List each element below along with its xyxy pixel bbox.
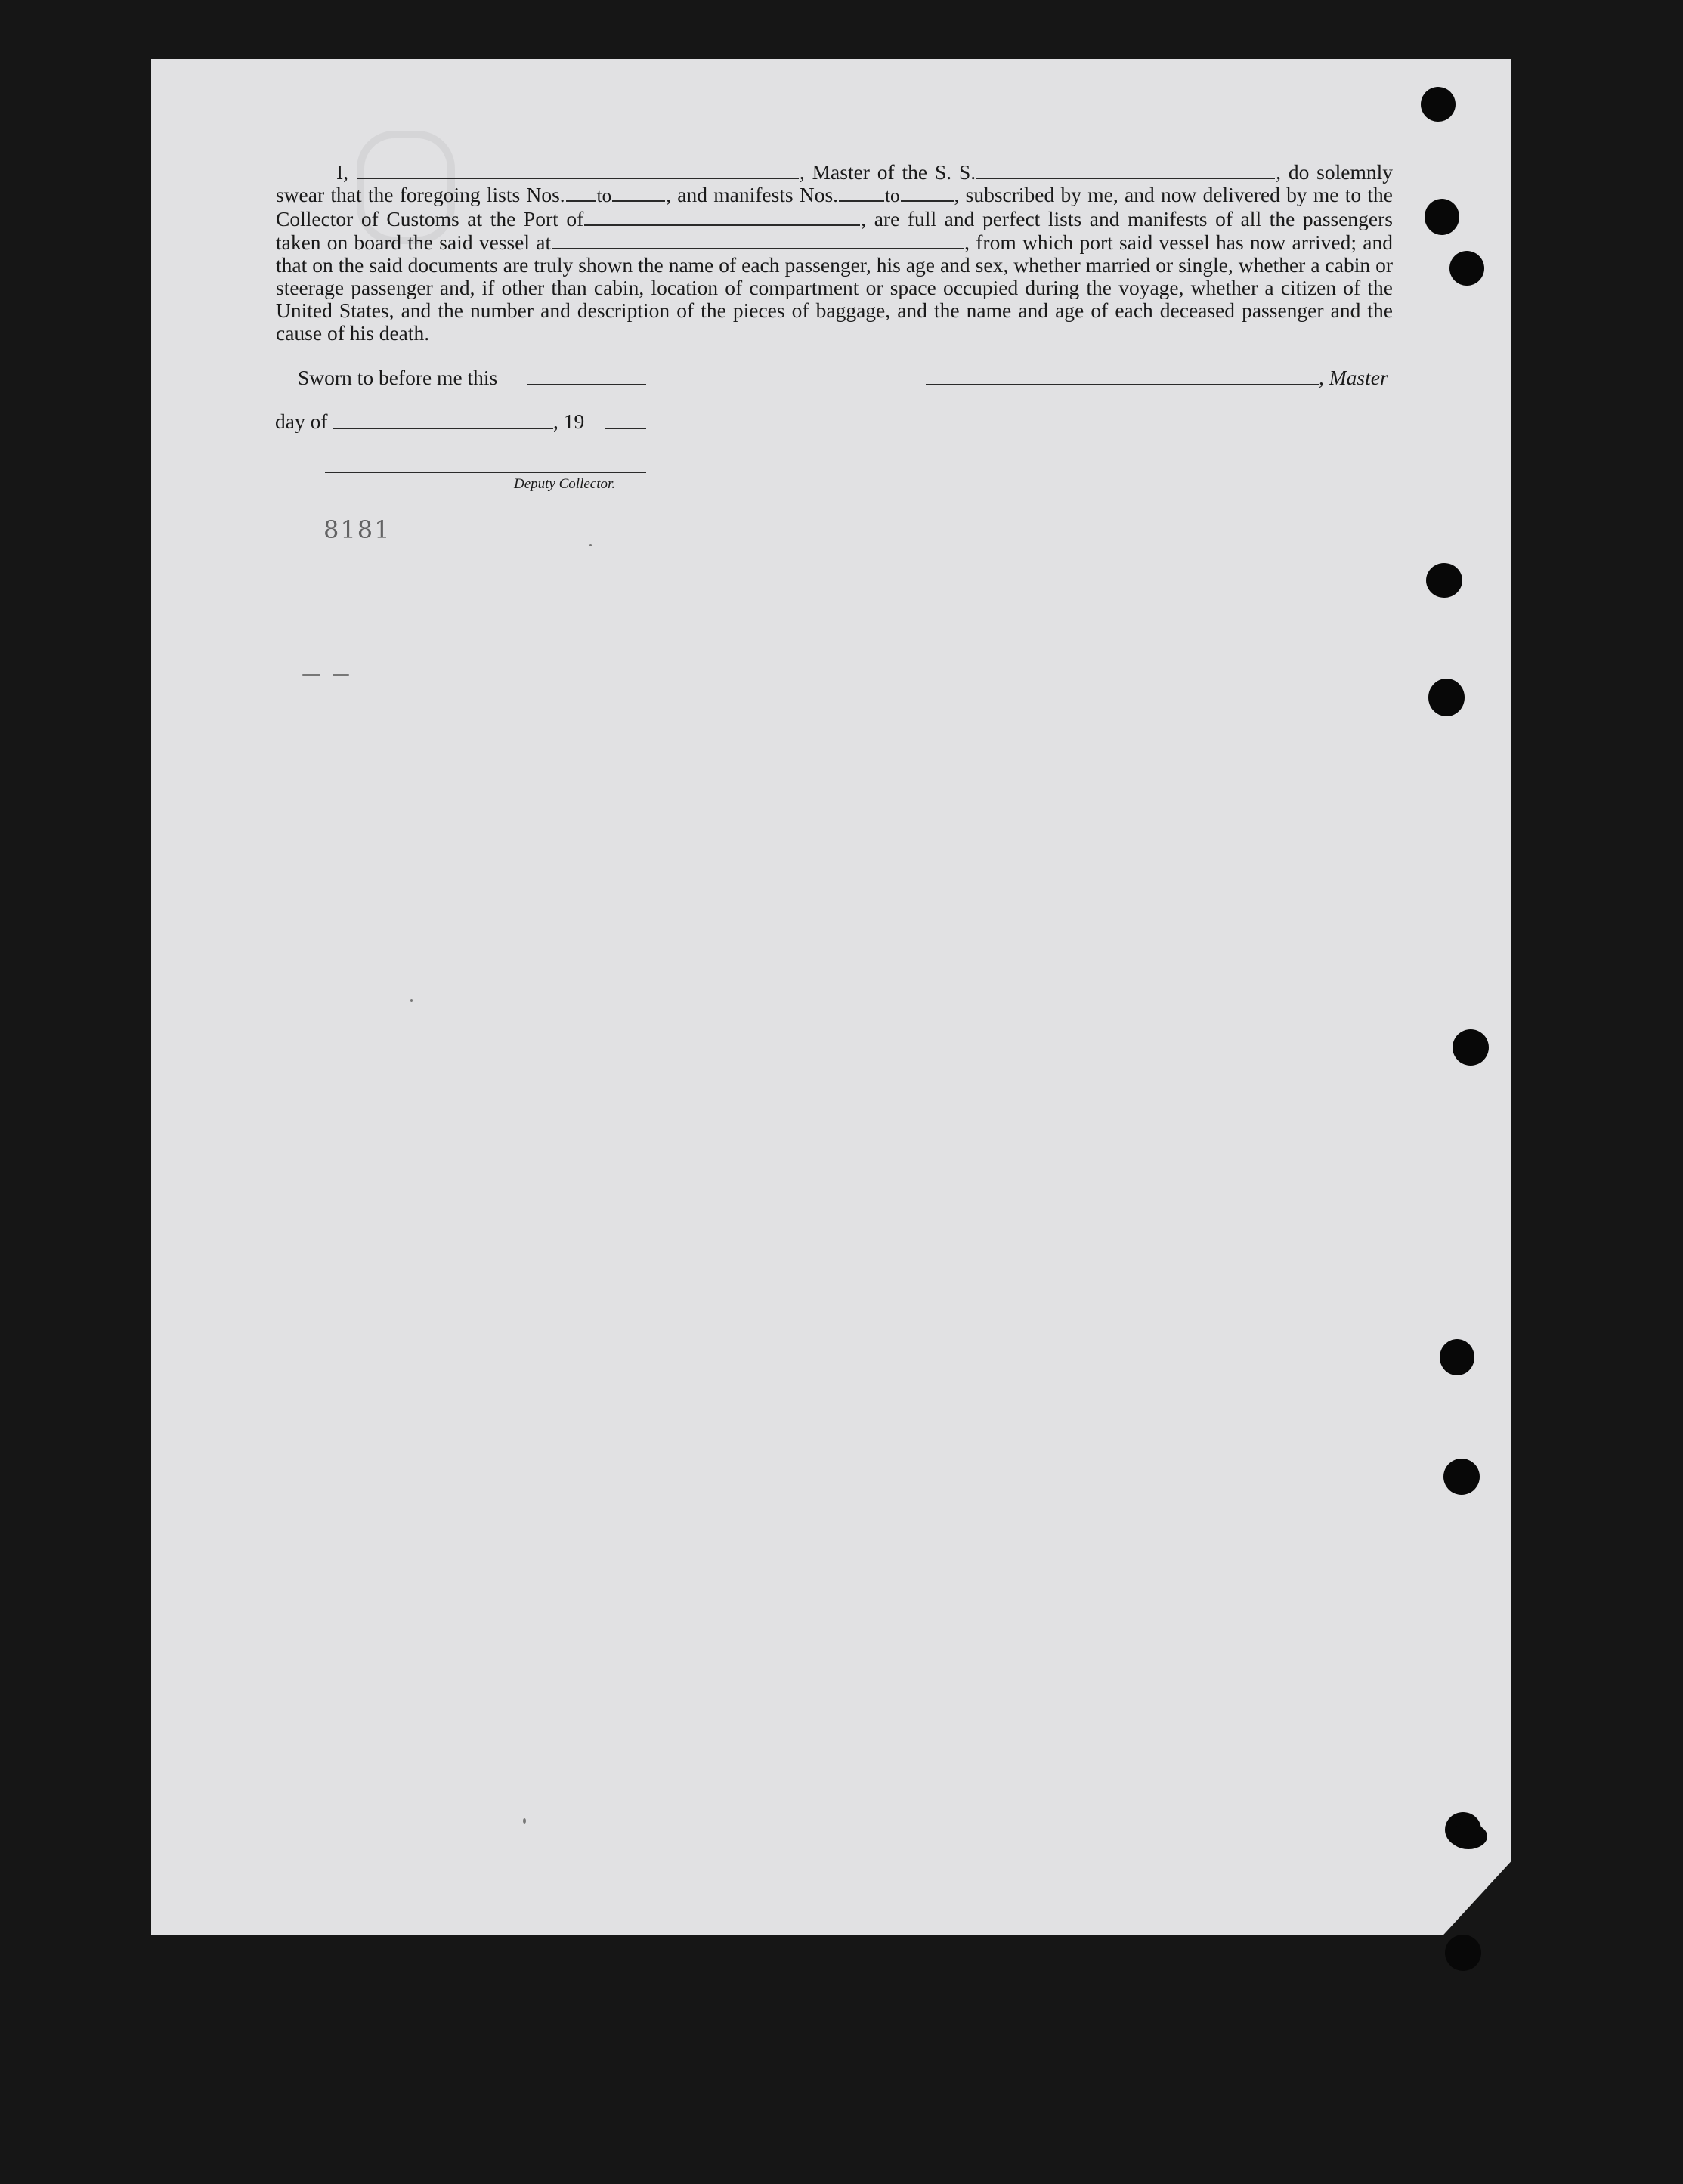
binder-hole [1428, 679, 1465, 716]
oath-text: port said vessel has now arrived; and that on the said documents are truly shown the name of each passenger, his age and sex, whether married or single, whether a cabin or steerage passenger and, if other than cabin, location of compartment or space occupied during the voyage, whether a citizen of the United States, and the number and description of the pieces of baggage, and the name and age of each deceased passenger and the cause of his death. [276, 230, 1393, 345]
binder-hole [1421, 87, 1456, 122]
oath-text: manifests of all the passengers taken on board the said vessel at [276, 207, 1393, 254]
stamp-number: 8181 [323, 515, 391, 544]
vessel-name-blank [976, 177, 1275, 179]
deputy-signature-blank [325, 472, 646, 473]
oath-text: , are full and perfect lists and [861, 207, 1120, 231]
oath-text: to [596, 186, 612, 207]
month-blank [333, 428, 553, 429]
form-page [151, 59, 1511, 2005]
year-blank [605, 428, 646, 429]
binder-hole [1445, 1935, 1481, 1971]
oath-text: to [885, 186, 900, 207]
manifests-from-blank [839, 200, 884, 202]
binder-hole [1449, 251, 1484, 286]
binder-hole [1449, 1824, 1487, 1849]
dust-speck [410, 999, 413, 1002]
dust-speck [333, 674, 349, 676]
oath-text: delivered by me to the Collector of Customs at the Port of [276, 183, 1394, 231]
oath-text: , do solemnly [1276, 160, 1393, 184]
deputy-collector-label: Deputy Collector. [514, 476, 616, 492]
oath-text: I, [336, 160, 349, 184]
day-of-label: day of [275, 410, 328, 433]
master-name-blank [357, 177, 799, 179]
binder-hole [1453, 1029, 1489, 1066]
departure-port-blank [552, 247, 964, 249]
sworn-label: Sworn to before me this [298, 366, 498, 389]
year-label: , 19 [553, 410, 585, 433]
oath-text: , and manifests Nos. [666, 183, 839, 207]
manifests-to-blank [901, 200, 954, 202]
dust-speck [302, 674, 320, 676]
sworn-day-blank [527, 384, 646, 385]
dust-speck [523, 1818, 526, 1824]
oath-text: , subscribed by me, and now [954, 183, 1197, 207]
dust-speck [589, 544, 592, 546]
oath-text: , from which [964, 230, 1074, 254]
oath-text: swear that the foregoing lists Nos. [276, 183, 565, 207]
binder-hole [1443, 1459, 1480, 1495]
binder-hole [1440, 1339, 1474, 1375]
binder-hole [1426, 563, 1462, 598]
oath-text: , Master of the S. S. [799, 160, 976, 184]
master-signature-blank [926, 384, 1319, 385]
lists-from-blank [566, 200, 596, 202]
port-blank [584, 224, 860, 226]
binder-hole [1425, 199, 1459, 235]
oath-paragraph [276, 161, 1393, 345]
lists-to-blank [612, 200, 665, 202]
master-label: , Master [1319, 366, 1388, 389]
